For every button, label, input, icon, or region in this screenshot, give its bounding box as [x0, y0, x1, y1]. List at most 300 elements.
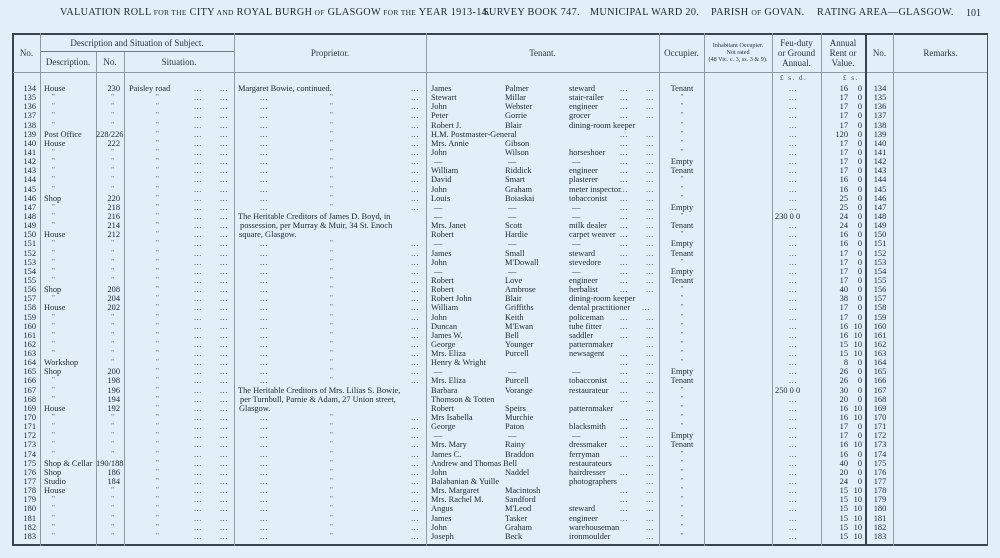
rent-pounds: 16 — [839, 449, 848, 459]
proprietor-line: per Turnbull, Parnie & Adam, 27 Union street, — [240, 394, 396, 404]
tenant-occupation: tube fitter — [569, 321, 602, 331]
proprietor-dots: ... — [260, 339, 268, 349]
row-number: 174 — [23, 449, 36, 459]
row-number: 156 — [23, 285, 36, 295]
tenant-dots: ... — [620, 230, 628, 240]
tenant-dots: ... — [646, 495, 654, 505]
feu-duty: ... — [789, 513, 797, 523]
leader-dots: ... — [194, 175, 202, 185]
tenant-dots: ... — [646, 193, 654, 203]
tenant-dots: ... — [620, 285, 628, 295]
table-row — [0, 532, 1000, 542]
tenant-surname: Blair — [505, 120, 522, 130]
row-number-right: 160 — [873, 321, 887, 331]
tenant-surname: Younger — [505, 339, 534, 349]
feu-duty: ... — [789, 321, 797, 331]
feu-duty: ... — [789, 221, 797, 231]
row-number: 181 — [23, 513, 36, 523]
row-number-right: 175 — [873, 458, 887, 468]
tenant-dots: ... — [620, 440, 628, 450]
rent-shillings: 0 — [857, 202, 862, 212]
rent-shillings: 10 — [853, 522, 862, 532]
header-no: No. — [19, 48, 34, 58]
rent-shillings: 0 — [857, 367, 862, 377]
street-number: " — [111, 321, 114, 330]
street-number: " — [111, 422, 114, 431]
leader-dots: ... — [194, 522, 202, 532]
tenant-dots: ... — [646, 138, 654, 148]
tenant-occupation: warehouseman — [569, 522, 620, 532]
tenant-first-name: John — [431, 102, 447, 112]
tenant-name: Thomson & Totten — [431, 394, 495, 404]
description: " — [52, 120, 55, 129]
leader-dots: ... — [194, 84, 202, 93]
leader-dots: ... — [220, 175, 228, 185]
row-number: 141 — [23, 147, 36, 157]
tenant-surname: M'Ewan — [505, 321, 534, 331]
occupier: " — [680, 120, 684, 129]
leader-dots: ... — [220, 138, 228, 148]
row-number: 154 — [23, 266, 36, 276]
proprietor-dots: ... — [411, 138, 419, 148]
situation: " — [156, 166, 159, 175]
proprietor-dots: ... — [411, 513, 419, 523]
feu-duty: ... — [789, 522, 797, 532]
rent-shillings: 10 — [853, 504, 862, 514]
situation: " — [156, 440, 159, 449]
row-number: 151 — [23, 239, 36, 249]
occupier: " — [680, 385, 684, 394]
proprietor-ditto: " — [330, 413, 333, 422]
tenant-dots: ... — [620, 312, 628, 322]
occupier: " — [680, 422, 684, 431]
rent-pounds: 15 — [839, 522, 848, 532]
occupier: " — [680, 129, 684, 138]
situation: " — [156, 422, 159, 431]
rent-shillings: 10 — [853, 330, 862, 340]
row-number: 182 — [23, 522, 36, 532]
tenant-occupation: dining-room keeper — [569, 120, 636, 130]
tenant-first-name: Mrs. Annie — [431, 138, 469, 148]
proprietor-dots: ... — [260, 257, 268, 267]
tenant-dots: ... — [620, 495, 628, 505]
description: House — [44, 84, 66, 93]
proprietor-dots: ... — [260, 266, 268, 276]
tenant-dots: ... — [620, 211, 628, 221]
row-number: 172 — [23, 431, 36, 441]
street-number: " — [111, 339, 114, 348]
row-number-right: 141 — [873, 147, 887, 157]
leader-dots: ... — [194, 531, 202, 541]
proprietor-dots: ... — [411, 93, 419, 103]
leader-dots: ... — [194, 111, 202, 121]
row-number: 139 — [23, 129, 36, 139]
street-number: 230 — [107, 84, 120, 93]
feu-duty: ... — [789, 467, 797, 477]
tenant-dots: ... — [646, 175, 654, 185]
leader-dots: ... — [220, 102, 228, 112]
feu-duty: ... — [789, 257, 797, 267]
feu-duty: ... — [789, 84, 797, 93]
situation: " — [156, 102, 159, 111]
tenant-occupation: plasterer — [569, 175, 598, 185]
situation: " — [156, 513, 159, 522]
tenant-dots: ... — [620, 358, 628, 368]
tenant-surname: Small — [505, 248, 525, 258]
feu-duty: ... — [789, 166, 797, 176]
leader-dots: ... — [194, 294, 202, 304]
street-number: 214 — [107, 221, 120, 231]
rent-pounds: 38 — [839, 294, 848, 304]
rent-shillings: 0 — [857, 230, 862, 240]
row-number: 176 — [23, 467, 36, 477]
occupier: Tenant — [670, 166, 694, 176]
row-number: 170 — [23, 413, 36, 423]
description: " — [52, 330, 55, 339]
proprietor-ditto: " — [330, 248, 333, 257]
proprietor-dots: ... — [260, 522, 268, 532]
leader-dots: ... — [220, 531, 228, 541]
proprietor-dots: ... — [411, 431, 419, 441]
tenant-occupation: engineer — [569, 102, 598, 112]
proprietor-ditto: " — [330, 138, 333, 147]
tenant-name: Andrew and Thomas Bell — [431, 458, 518, 468]
proprietor-dots: ... — [260, 458, 268, 468]
leader-dots: ... — [194, 458, 202, 468]
description: " — [52, 102, 55, 111]
tenant-first-name: Robert J. — [431, 120, 462, 130]
rent-shillings: 0 — [857, 157, 862, 167]
proprietor-dots: ... — [260, 321, 268, 331]
row-number-right: 134 — [873, 84, 887, 93]
feu-duty: ... — [789, 285, 797, 295]
tenant-dots: ... — [620, 422, 628, 432]
description: Studio — [44, 477, 66, 487]
street-number: 198 — [107, 376, 120, 386]
tenant-dots: ... — [646, 449, 654, 459]
leader-dots: ... — [194, 358, 202, 368]
row-number-right: 179 — [873, 495, 887, 505]
situation: " — [156, 230, 159, 239]
rent-pounds: 17 — [839, 266, 848, 276]
rent-pounds: 15 — [839, 495, 848, 505]
tenant-first-name: Mrs. Janet — [431, 221, 466, 231]
row-number-right: 135 — [873, 93, 887, 103]
rent-shillings: 10 — [853, 531, 862, 541]
feu-duty: ... — [789, 449, 797, 459]
proprietor-ditto: " — [330, 102, 333, 111]
tenant-first-name: John — [431, 522, 447, 532]
rent-pounds: 17 — [839, 431, 848, 441]
row-number-right: 170 — [873, 413, 887, 423]
occupier: " — [680, 312, 684, 321]
leader-dots: ... — [194, 129, 202, 139]
proprietor-ditto: " — [330, 513, 333, 522]
row-number-right: 139 — [873, 129, 887, 139]
tenant-dots: ... — [620, 275, 628, 285]
row-number-right: 151 — [873, 239, 887, 249]
leader-dots: ... — [220, 513, 228, 523]
situation: " — [156, 193, 159, 202]
tenant-dots: ... — [620, 431, 628, 441]
tenant-last-dash: — — [508, 202, 517, 212]
proprietor-dots: ... — [260, 422, 268, 432]
rent-shillings: 0 — [857, 394, 862, 404]
situation: " — [156, 303, 159, 312]
leader-dots: ... — [220, 84, 228, 93]
tenant-first-dash: — — [434, 202, 443, 212]
header-description: Description. — [45, 57, 91, 67]
leader-dots: ... — [220, 504, 228, 514]
leader-dots: ... — [194, 193, 202, 203]
description: " — [52, 422, 55, 431]
street-number: " — [111, 93, 114, 102]
leader-dots: ... — [194, 422, 202, 432]
proprietor-dots: ... — [260, 486, 268, 496]
situation: " — [156, 202, 159, 211]
description: " — [52, 248, 55, 257]
tenant-dots: ... — [646, 84, 654, 93]
leader-dots: ... — [220, 157, 228, 167]
proprietor-dots: ... — [411, 202, 419, 212]
rent-shillings: 10 — [853, 339, 862, 349]
occupier: Tenant — [670, 275, 694, 285]
tenant-first-name: Duncan — [431, 321, 458, 331]
title-part: AND — [214, 8, 234, 17]
proprietor-line: Glasgow. — [239, 404, 271, 414]
leader-dots: ... — [220, 221, 228, 231]
parish-label: PARISH OF GOVAN. — [711, 7, 805, 18]
leader-dots: ... — [194, 157, 202, 167]
tenant-first-name: Mrs Isabella — [431, 413, 473, 423]
row-number-right: 149 — [873, 221, 887, 231]
row-number: 159 — [23, 312, 36, 322]
occupier: " — [680, 458, 684, 467]
tenant-surname: Purcell — [505, 349, 529, 359]
street-number: 216 — [107, 211, 120, 221]
proprietor-ditto: " — [330, 303, 333, 312]
rent-pounds: 16 — [839, 330, 848, 340]
tenant-surname: M'Leod — [505, 504, 532, 514]
row-number: 168 — [23, 394, 36, 404]
situation: " — [156, 312, 159, 321]
feu-duty: ... — [789, 495, 797, 505]
occupier: " — [680, 111, 684, 120]
proprietor-dots: ... — [260, 184, 268, 194]
tenant-dots: ... — [646, 93, 654, 103]
feu-duty: ... — [789, 504, 797, 514]
occupier: " — [680, 211, 684, 220]
tenant-surname: Graham — [505, 522, 532, 532]
tenant-first-name: Mrs. Mary — [431, 440, 467, 450]
leader-dots: ... — [194, 431, 202, 441]
proprietor-dots: ... — [411, 312, 419, 322]
proprietor-ditto: " — [330, 358, 333, 367]
row-number: 177 — [23, 477, 36, 487]
proprietor-dots: ... — [411, 330, 419, 340]
tenant-first-name: Robert — [431, 230, 454, 240]
occupier: " — [680, 403, 684, 412]
situation: " — [156, 477, 159, 486]
leader-dots: ... — [220, 120, 228, 130]
description: " — [52, 531, 55, 540]
page-title — [0, 7, 1000, 23]
proprietor-dots: ... — [411, 339, 419, 349]
rent-shillings: 0 — [857, 93, 862, 103]
description: " — [52, 339, 55, 348]
proprietor-line: Margaret Bowie, continued. — [238, 84, 332, 93]
leader-dots: ... — [194, 221, 202, 231]
row-number-right: 136 — [873, 102, 887, 112]
occupier: " — [680, 449, 684, 458]
occupier: Empty — [670, 266, 694, 276]
leader-dots: ... — [194, 211, 202, 221]
tenant-surname: Braddon — [505, 449, 534, 459]
rent-pounds: 17 — [839, 257, 848, 267]
row-number: 157 — [23, 294, 36, 304]
tenant-dots: ... — [620, 376, 628, 386]
row-number: 140 — [23, 138, 36, 148]
feu-duty: 230 0 0 — [775, 211, 801, 221]
rent-shillings: 0 — [857, 467, 862, 477]
leader-dots: ... — [220, 285, 228, 295]
tenant-dots: ... — [620, 321, 628, 331]
row-number-right: 171 — [873, 422, 887, 432]
tenant-surname: Vorange — [505, 385, 533, 395]
proprietor-dots: ... — [260, 275, 268, 285]
row-number: 161 — [23, 330, 36, 340]
rent-shillings: 0 — [857, 129, 862, 139]
tenant-occupation: restaurateur — [569, 385, 609, 395]
occupier: " — [680, 339, 684, 348]
situation: " — [156, 330, 159, 339]
tenant-occupation: newsagent — [569, 349, 605, 359]
rent-shillings: 0 — [857, 285, 862, 295]
leader-dots: ... — [220, 486, 228, 496]
row-number-right: 142 — [873, 157, 887, 167]
tenant-dots: ... — [620, 413, 628, 423]
row-number-right: 178 — [873, 486, 887, 496]
rent-pounds: 24 — [839, 211, 848, 221]
proprietor-dots: ... — [411, 422, 419, 432]
tenant-first-name: John — [431, 147, 447, 157]
leader-dots: ... — [220, 440, 228, 450]
proprietor-dots: ... — [411, 321, 419, 331]
rent-shillings: 0 — [857, 193, 862, 203]
proprietor-ditto: " — [330, 321, 333, 330]
tenant-occ-dash: — — [572, 202, 581, 212]
feu-duty: 250 0 0 — [775, 385, 801, 395]
leader-dots: ... — [220, 367, 228, 377]
tenant-dots: ... — [620, 248, 628, 258]
tenant-first-name: Peter — [431, 111, 449, 121]
proprietor-ditto: " — [330, 257, 333, 266]
proprietor-dots: ... — [260, 157, 268, 167]
proprietor-dots: ... — [260, 449, 268, 459]
rent-pounds: 17 — [839, 102, 848, 112]
tenant-occupation: saddler — [569, 330, 594, 340]
header-description-group: Description and Situation of Subject. — [70, 38, 204, 48]
tenant-dots: ... — [646, 394, 654, 404]
leader-dots: ... — [194, 312, 202, 322]
feu-duty: ... — [789, 202, 797, 212]
proprietor-dots: ... — [260, 495, 268, 505]
row-number-right: 146 — [873, 193, 887, 203]
tenant-dots: ... — [646, 157, 654, 167]
leader-dots: ... — [194, 339, 202, 349]
row-number-right: 137 — [873, 111, 887, 121]
tenant-dots: ... — [646, 339, 654, 349]
tenant-occupation: blacksmith — [569, 422, 606, 432]
tenant-surname: Riddick — [505, 166, 532, 176]
row-number: 138 — [23, 120, 36, 130]
leader-dots: ... — [194, 275, 202, 285]
rent-shillings: 0 — [857, 120, 862, 130]
description: " — [52, 166, 55, 175]
leader-dots: ... — [220, 495, 228, 505]
situation: " — [156, 431, 159, 440]
tenant-dots: ... — [620, 467, 628, 477]
leader-dots: ... — [194, 147, 202, 157]
leader-dots: ... — [194, 394, 202, 404]
proprietor-dots: ... — [411, 120, 419, 130]
tenant-first-name: Joseph — [431, 531, 454, 541]
proprietor-ditto: " — [330, 339, 333, 348]
proprietor-dots: ... — [411, 84, 419, 93]
leader-dots: ... — [194, 230, 202, 240]
proprietor-ditto: " — [330, 202, 333, 211]
tenant-first-dash: — — [434, 157, 443, 167]
tenant-dots: ... — [620, 102, 628, 112]
proprietor-dots: ... — [411, 303, 419, 313]
row-number-right: 155 — [873, 275, 887, 285]
rent-pounds: 16 — [839, 184, 848, 194]
proprietor-dots: ... — [260, 531, 268, 541]
occupier: " — [680, 413, 684, 422]
tenant-name: Balabanian & Yuille — [431, 477, 500, 487]
proprietor-dots: ... — [411, 111, 419, 121]
tenant-occupation: hairdresser — [569, 467, 606, 477]
tenant-dots: ... — [646, 440, 654, 450]
proprietor-name — [238, 84, 332, 93]
situation: " — [156, 211, 159, 220]
leader-dots: ... — [194, 93, 202, 103]
rent-shillings: 10 — [853, 321, 862, 331]
rent-pounds: 17 — [839, 138, 848, 148]
proprietor-dots: ... — [260, 312, 268, 322]
header-feu-duty: Feu-duty or Ground Annual. — [777, 38, 816, 68]
tenant-dots: ... — [646, 221, 654, 231]
row-number-right: 157 — [873, 294, 887, 304]
tenant-surname: Griffiths — [505, 303, 534, 313]
feu-duty: ... — [789, 403, 797, 413]
tenant-surname: Beck — [505, 531, 523, 541]
street-number: 218 — [107, 202, 120, 212]
feu-duty: ... — [789, 147, 797, 157]
row-number: 143 — [23, 166, 36, 176]
situation: " — [156, 266, 159, 275]
proprietor-dots: ... — [411, 449, 419, 459]
description: " — [52, 394, 55, 403]
tenant-dots: ... — [646, 102, 654, 112]
situation: " — [156, 486, 159, 495]
tenant-first-name: Mrs. Eliza — [431, 349, 466, 359]
header-tenant: Tenant. — [529, 48, 556, 58]
tenant-occ-dash: — — [572, 431, 581, 441]
description: Shop & Cellar — [44, 458, 93, 468]
leader-dots: ... — [194, 495, 202, 505]
description: " — [52, 202, 55, 211]
